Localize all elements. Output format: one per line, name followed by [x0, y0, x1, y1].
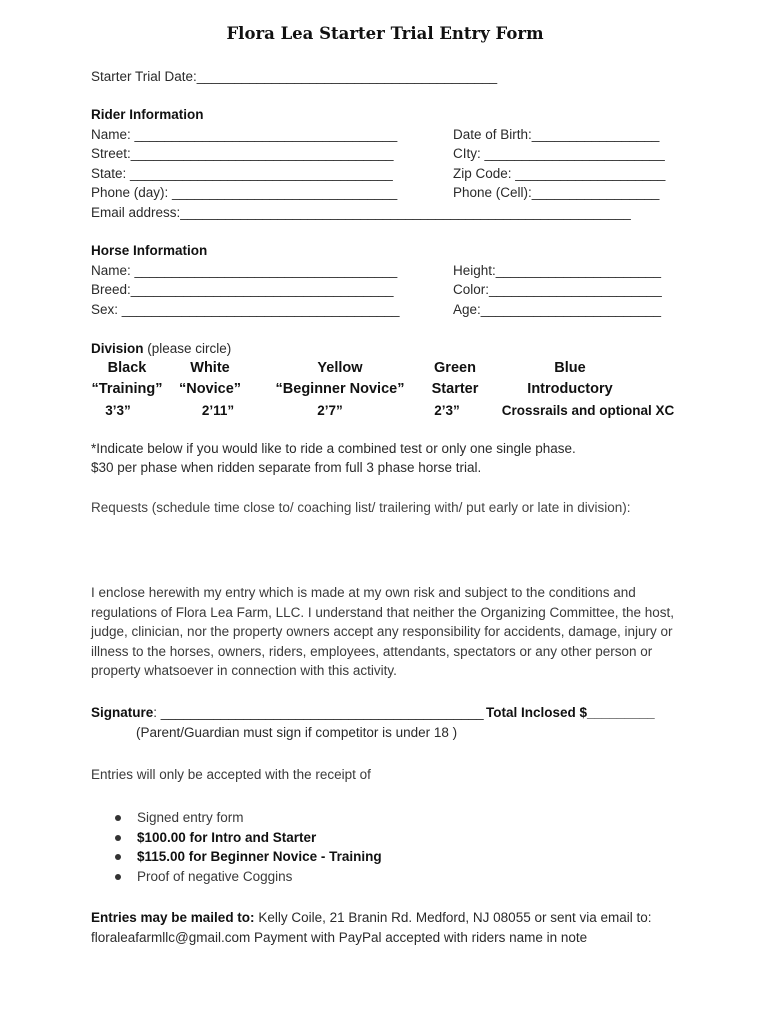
signature-row: [91, 705, 484, 720]
rider-phone-cell-field[interactable]: Phone (Cell):_________________: [453, 185, 660, 200]
list-item: $100.00 for Intro and Starter: [91, 828, 591, 848]
horse-name-field[interactable]: Name: ___________________________________: [91, 263, 398, 278]
division-white-height: 2’11”: [201, 403, 235, 418]
division-white-color[interactable]: White: [190, 360, 230, 376]
indicate-line-1: *Indicate below if you would like to ride a combined test or only one single phase.: [91, 441, 576, 456]
horse-color-field[interactable]: Color:_______________________: [453, 282, 662, 297]
division-white-level[interactable]: “Novice”: [178, 381, 242, 397]
trial-date-field[interactable]: Starter Trial Date:________________________________________: [91, 69, 498, 84]
list-item: Signed entry form: [91, 808, 591, 828]
rider-info-heading: Rider Information: [91, 107, 204, 122]
mail-label: Entries may be mailed to:: [91, 910, 255, 925]
indicate-line-2: $30 per phase when ridden separate from full 3 phase horse trial.: [91, 460, 482, 475]
horse-sex-field[interactable]: Sex: _____________________________________: [91, 302, 400, 317]
division-blue-height: Crossrails and optional XC: [501, 403, 675, 418]
division-green-color[interactable]: Green: [434, 360, 476, 376]
rider-zip-field[interactable]: Zip Code: ____________________: [453, 166, 666, 181]
division-black-level[interactable]: “Training”: [91, 381, 163, 397]
mail-line-2[interactable]: floraleafarmllc@gmail.com Payment with PayPal accepted with riders name in note: [91, 930, 588, 945]
horse-age-field[interactable]: Age:________________________: [453, 302, 661, 317]
horse-breed-field[interactable]: Breed:___________________________________: [91, 282, 394, 297]
rider-dob-field[interactable]: Date of Birth:_________________: [453, 127, 660, 142]
division-yellow-level[interactable]: “Beginner Novice”: [275, 381, 405, 397]
list-item: $115.00 for Beginner Novice - Training: [91, 847, 591, 867]
list-item: Proof of negative Coggins: [91, 867, 591, 887]
division-heading: Division: [91, 341, 144, 356]
division-yellow-color[interactable]: Yellow: [317, 360, 363, 376]
division-green-height: 2’3”: [434, 403, 460, 418]
horse-info-heading: Horse Information: [91, 243, 208, 258]
division-yellow-height: 2’7”: [317, 403, 343, 418]
signature-field[interactable]: : ___________________________________________: [153, 705, 484, 720]
entries-intro: Entries will only be accepted with the receipt of: [91, 767, 371, 782]
rider-email-field[interactable]: Email address:____________________________________________________________: [91, 205, 631, 220]
signature-label: Signature: [91, 705, 154, 720]
division-blue-color[interactable]: Blue: [554, 360, 586, 376]
division-note: (please circle): [147, 341, 232, 356]
division-blue-level[interactable]: Introductory: [527, 381, 613, 397]
horse-height-field[interactable]: Height:______________________: [453, 263, 661, 278]
waiver-paragraph: I enclose herewith my entry which is made at my own risk and subject to the conditions and regulations of Flora Lea Farm, LLC. I understand that neither the Organizing Committee, the host, judge, clinician, nor the property owners accept any responsibility for accidents, damage, injury or illness to the horses, owners, riders, employees, attendants, spectators or any other person or property whatsoever in connection with this activity.: [91, 585, 675, 679]
rider-state-field[interactable]: State: ___________________________________: [91, 166, 393, 181]
entries-list-container: [91, 808, 591, 886]
signature-note: (Parent/Guardian must sign if competitor is under 18 ): [136, 725, 458, 740]
total-inclosed-field[interactable]: Total Inclosed $_________: [486, 705, 655, 720]
division-label: [91, 341, 231, 356]
entries-list: [91, 808, 591, 886]
rider-city-field[interactable]: CIty: ________________________: [453, 146, 665, 161]
rider-phone-day-field[interactable]: Phone (day): ______________________________: [91, 185, 398, 200]
mail-address: Kelly Coile, 21 Branin Rd. Medford, NJ 08055 or sent via email to:: [254, 910, 652, 925]
requests-field[interactable]: Requests (schedule time close to/ coaching list/ trailering with/ put early or late in division):: [91, 500, 631, 515]
mail-line-1: [91, 910, 652, 925]
page-title: Flora Lea Starter Trial Entry Form: [226, 24, 544, 43]
division-green-level[interactable]: Starter: [431, 381, 479, 397]
division-black-color[interactable]: Black: [107, 360, 147, 376]
rider-name-field[interactable]: Name: ___________________________________: [91, 127, 398, 142]
rider-street-field[interactable]: Street:___________________________________: [91, 146, 394, 161]
division-black-height: 3’3”: [105, 403, 131, 418]
